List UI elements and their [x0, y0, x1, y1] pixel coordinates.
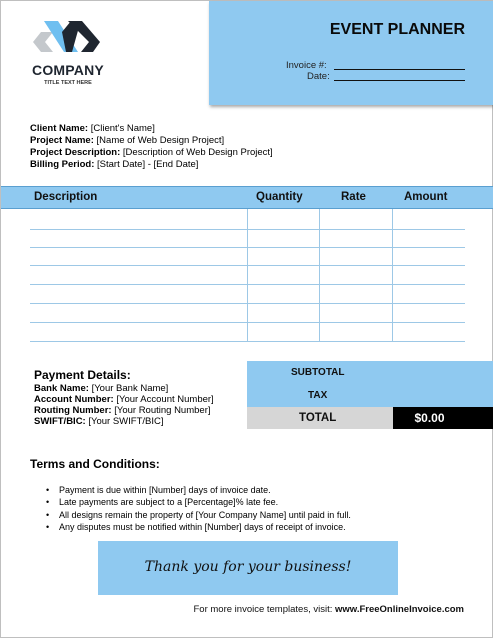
footer-text: For more invoice templates, visit: — [193, 604, 335, 615]
project-description-row: Project Description: [Description of Web Design Project] — [30, 147, 273, 158]
table-row — [30, 322, 465, 323]
payment-details-title: Payment Details: — [34, 368, 131, 382]
list-item: • All designs remain the property of [Your Company Name] until paid in full. — [46, 509, 351, 521]
list-item: • Payment is due within [Number] days of invoice date. — [46, 484, 351, 496]
project-name-row: Project Name: [Name of Web Design Project] — [30, 135, 225, 146]
invoice-number-field[interactable] — [334, 69, 465, 70]
line-items-header — [1, 186, 493, 209]
col-amount-header: Amount — [404, 191, 448, 203]
bank-name-row: Bank Name: [Your Bank Name] — [34, 383, 169, 394]
logo-mark-icon — [31, 18, 103, 58]
date-label: Date: — [307, 71, 330, 82]
table-row — [30, 284, 465, 285]
swift-value[interactable]: [Your SWIFT/BIC] — [88, 416, 164, 427]
date-field[interactable] — [334, 80, 465, 81]
payment-details — [34, 368, 214, 427]
table-row — [30, 341, 465, 342]
list-item: • Late payments are subject to a [Percentage]% late fee. — [46, 496, 351, 508]
thank-you-banner — [98, 541, 398, 595]
col-description-header: Description — [34, 191, 98, 203]
total-value: $0.00 — [414, 411, 445, 425]
swift-row: SWIFT/BIC: [Your SWIFT/BIC] — [34, 416, 164, 427]
bank-name-value[interactable]: [Your Bank Name] — [91, 383, 169, 394]
total-label: TOTAL — [299, 412, 337, 424]
billing-period-value[interactable]: [Start Date] - [End Date] — [97, 159, 199, 170]
table-row — [30, 247, 465, 248]
tax-label: TAX — [308, 390, 328, 401]
table-row — [30, 229, 465, 230]
footer-note — [194, 604, 465, 615]
routing-number-row: Routing Number: [Your Routing Number] — [34, 405, 211, 416]
col-rate-header: Rate — [341, 191, 366, 203]
logo-tagline: TITLE TEXT HERE — [44, 80, 92, 86]
page-title: EVENT PLANNER — [329, 21, 465, 38]
header-panel — [209, 1, 493, 105]
thank-you-text: Thank you for your business! — [144, 559, 352, 575]
logo-company-name: COMPANY — [32, 62, 104, 78]
footer-link[interactable]: www.FreeOnlineInvoice.com — [335, 604, 464, 615]
list-item: • Any disputes must be notified within [Number] days of receipt of invoice. — [46, 521, 351, 533]
terms-list — [46, 484, 351, 533]
client-name-row: Client Name: [Client's Name] — [30, 123, 155, 134]
totals-panel — [247, 361, 493, 407]
client-info — [30, 123, 273, 171]
table-row — [30, 265, 465, 266]
col-quantity-header: Quantity — [256, 191, 303, 203]
table-row — [30, 303, 465, 304]
account-number-row: Account Number: [Your Account Number] — [34, 394, 214, 405]
terms-title: Terms and Conditions: — [30, 457, 160, 471]
routing-number-value[interactable]: [Your Routing Number] — [114, 405, 211, 416]
subtotal-label: SUBTOTAL — [291, 367, 345, 378]
project-description-value[interactable]: [Description of Web Design Project] — [122, 147, 273, 158]
company-logo — [28, 18, 108, 90]
invoice-number-label: Invoice #: — [286, 60, 327, 71]
client-name-value[interactable]: [Client's Name] — [90, 123, 155, 134]
project-name-value[interactable]: [Name of Web Design Project] — [96, 135, 225, 146]
account-number-value[interactable]: [Your Account Number] — [116, 394, 214, 405]
billing-period-row: Billing Period: [Start Date] - [End Date] — [30, 159, 199, 170]
